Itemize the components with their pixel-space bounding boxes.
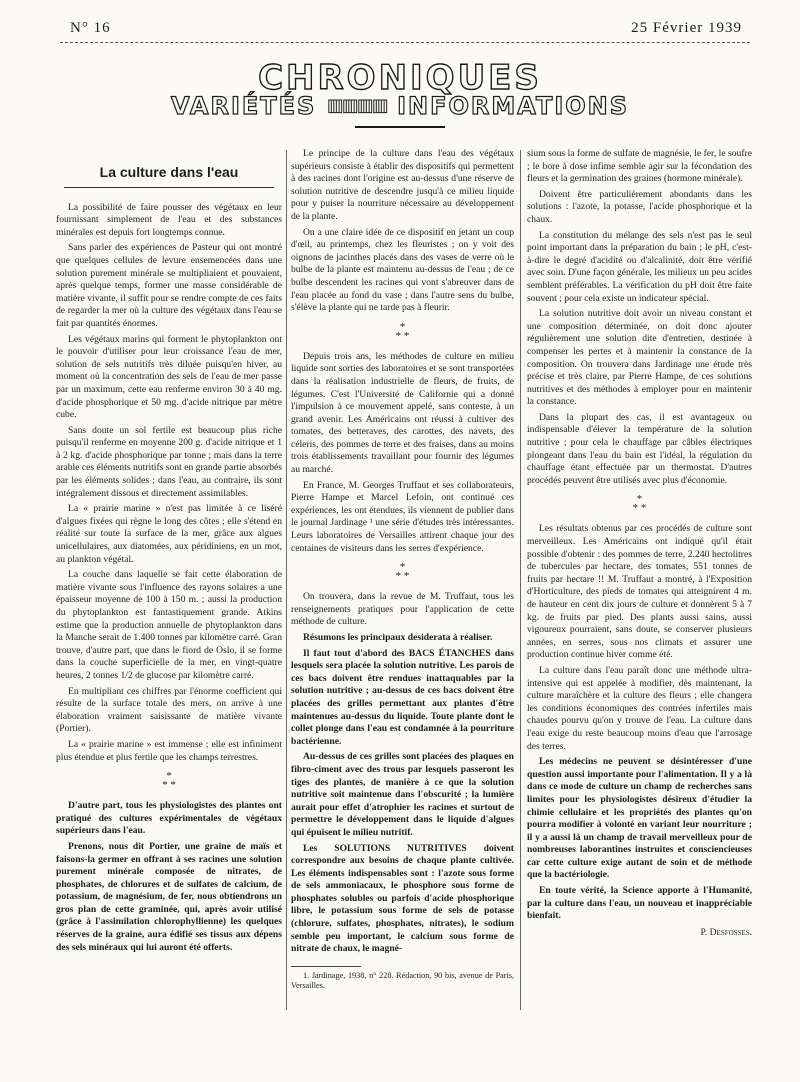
masthead-subtitle xyxy=(0,92,800,120)
article-title-box xyxy=(56,148,282,194)
masthead-left-word: VARIÉTÉS xyxy=(170,92,317,120)
paragraph: La couche dans laquelle se fait cette élaboration de matière vivante sous l'influence des rayons solaires a une épaisseur moyenne de 100 à 150 m. ; aussi la production du phytoplankton est fantastiquement grande. Atkins estime que la production annuelle de phytoplankton dans la Manche serait de 1.400 tonnes par kilomètre carré. Gran trouve, d'autre part, que dans le fiord de Oslo, il se forme dans la couche superficielle de la mer, en vingt-quatre heures, 2 tonnes 1/2 de glucose par kilomètre carré. xyxy=(56,569,282,681)
article-column-1 xyxy=(56,148,282,957)
paragraph: Les végétaux marins qui forment le phytoplankton ont le pouvoir d'utiliser pour leur croissance l'eau de mer, solution de sels nutritifs très diluée puisqu'en hiver, au moment où la concentration des sels de l'eau de mer passe par un maximum, cette eau renferme environ 30 à 40 mg. d'acide phosphorique et 50 mg. d'acide nitrique par mètre cube. xyxy=(56,333,282,421)
paragraph: La solution nutritive doit avoir un niveau constant et une composition déterminée, on doit donc ajouter régulièrement une solution dite d'entretien, destinée à compenser les pertes et à maintenir la constance de la composition. On trouvera dans Jardinage une étude très précise et très claire, par Pierre Hampe, de ces solutions nutritives et des méthodes à employer pour en maintenir la constance. xyxy=(527,308,752,408)
paragraph: La possibilité de faire pousser des végétaux en leur fournissant simplement de l'eau et des substances minérales est depuis fort longtemps connue. xyxy=(56,201,282,238)
paragraph: En France, M. Georges Truffaut et ses collaborateurs, Pierre Hampe et Marcel Lefoin, ont continué ces expériences, les ont étendues, ils viennent de publier dans le journal Jardinage ¹ une série d'études très intéressantes. Leurs laboratoires de Versailles attirent chaque jour des centaines de visiteurs dans les serres d'expérience. xyxy=(291,479,514,554)
paragraph: Au-dessus de ces grilles sont placées des plaques en fibro-ciment avec des trous par lesquels passeront les tiges des plantes, de manière à ce que la solution nutritive soit maintenue dans l'obscurité ; la lumière aurait pour effet d'atrophier les racines et surtout de permettre le développement dans le liquide d'algues qui épuisent le milieu nutritif. xyxy=(291,751,514,838)
paragraph: Prenons, nous dit Portier, une graine de maïs et faisons-la germer en offrant à ses racines une solution purement minérale composée de nitrates, de phosphates, de chlorures et de sulfates de calcium, de potassium, de magnésium, de fer, nous obtiendrons un gros plan de cette graminée, qui, après avoir utilisé (grâce à l'assimilation chlorophyllienne) les quelques réserves de la graine, aura édifié ses tissus aux dépens des sels minéraux qui lui auront été offerts. xyxy=(56,840,282,953)
paragraph: Il faut tout d'abord des BACS ÉTANCHES dans lesquels sera placée la solution nutritive. Les parois de ces bacs doivent être rendues inattaquables par la solution nutritive ; au-dessus de ces bacs doivent être placées des grilles permettant aux plantes d'être maintenues au-dessus du liquide. Toute plante dont le collet plonge dans l'eau est condamnée à la pourriture bactérienne. xyxy=(291,647,514,747)
paragraph: On a une claire idée de ce dispositif en jetant un coup d'œil, au printemps, chez les fleuristes ; on y voit des oignons de jacinthes placés dans des vases de verre où le bulbe de la plante est maintenu au-dessus de l'eau ; de ce bulbe descendent les racines qui vont s'abreuver dans de l'eau placée au fond du vase ; dans l'autre sens du bulbe, s'élève la plante qui ne tarde pas à fleurir. xyxy=(291,226,514,314)
masthead-rule xyxy=(355,126,445,128)
asterism-bottom: * * xyxy=(395,570,410,583)
asterism-top: * xyxy=(636,493,643,506)
paragraph: Les résultats obtenus par ces procédés de culture sont merveilleux. Les Américains ont indiqué qu'il était possible d'obtenir : des pommes de terre, 2.240 hectolitres de tubercules par hectare, des tomates, 551 tonnes de fruits par hectare !! M. Truffaut a montré, à l'Exposition d'Horticulture, des pieds de tomates qui atteignirent 4 m. de hauteur en cent dix jours de culture et donnèrent 5 à 7 kg. de fruits par pied. Des plants aussi sains, aussi vigoureux pourraient, sans doute, se conserver plusieurs années, en serres, sous nos climats et assurer une production continue hiver comme été. xyxy=(527,523,752,661)
section-separator xyxy=(527,495,752,513)
paragraph: Sans doute un sol fertile est beaucoup plus riche puisqu'il renferme en moyenne 200 g. d'acide nitrique et 1 à 2 kg. d'acide phosphorique par tonne ; mais dans la terre arable ces éléments nutritifs sont en grande partie absorbés par les éléments solides ; dans l'eau, au contraire, ils sont intégralement dissous et directement assimilables. xyxy=(56,424,282,499)
section-separator xyxy=(291,320,514,342)
column-divider xyxy=(286,150,287,1010)
paragraph: La culture dans l'eau paraît donc une méthode ultra-intensive qui est appelée à modifier, dès maintenant, la culture maraîchère et la culture des fleurs ; elle changera les conditions économiques des contrées infertiles mais chaudes pourvu qu'on y trouve de l'eau. La culture dans l'eau exige du reste beaucoup moins d'eau que l'arrosage des terres. xyxy=(527,664,752,752)
asterism-top: * xyxy=(166,770,172,783)
asterism-bottom: * * xyxy=(632,502,647,515)
asterism-bottom: * * xyxy=(395,329,410,342)
section-separator xyxy=(56,772,282,790)
paragraph: En toute vérité, la Science apporte à l'Humanité, par la culture dans l'eau, un nouveau et inappréciable bienfait. xyxy=(527,885,752,922)
paragraph: sium sous la forme de sulfate de magnésie, le fer, le soufre ; le bore à dose infime semble agir sur la fécondation des fleurs et la germination des graines (hormone minérale). xyxy=(527,148,752,185)
issue-date: 25 Février 1939 xyxy=(631,20,742,36)
paragraph: Résumons les principaux desiderata à réaliser. xyxy=(303,632,493,643)
author-signature: P. Desfosses. xyxy=(700,926,752,938)
paragraph: Doivent être particulièrement abondants dans les solutions : l'azote, la potasse, l'acide phosphorique et la chaux. xyxy=(527,188,752,225)
paragraph: La constitution du mélange des sels n'est pas le seul point important dans la préparation du bain ; le pH, c'est-à-dire le degré d'acidité ou d'alcalinité, doit être vérifié avec soin. D'une façon générale, les milieux un peu acides semblent préférables. La vérification du pH doit être faite souvent ; pour cela existe un indicateur spécial. xyxy=(527,229,752,304)
article-column-3 xyxy=(527,148,752,939)
title-rule xyxy=(64,187,274,188)
masthead-right-word: INFORMATIONS xyxy=(397,92,630,120)
asterism-top: * xyxy=(399,320,406,333)
paragraph: Les SOLUTIONS NUTRITIVES doivent correspondre aux besoins de chaque plante cultivée. Les éléments indispensables sont : l'azote sous forme de sels ammoniacaux, le phosphore sous forme de phosphates solubles ou parfois d'acide phosphorique libre, le potassium sous forme de sels de potasse (chlorure, sulfates, phosphates, nitrates), le sodium semble peu important, le calcium sous forme de nitrate de chaux, le magné- xyxy=(291,842,514,955)
section-separator xyxy=(291,563,514,581)
footnote-rule xyxy=(291,966,361,967)
paragraph: Les médecins ne peuvent se désintéresser d'une question aussi importante pour l'alimentation. Il y a là dans ce mode de culture un champ de recherches sans limites pour les physiologistes désireux d'étudier la chimie cellulaire et les propriétés des plantes qu'on pourra modifier à volonté en variant leur nourriture ; il y a aussi là un champ de travail merveilleux pour de nombreuses laborantines instruites et consciencieuses car cette culture exige autant de soin et de méthode que la bactériologie. xyxy=(527,756,752,881)
masthead-title: CHRONIQUES xyxy=(258,58,542,98)
masthead-ornament-icon: ▥▥▥▥ xyxy=(326,95,387,116)
paragraph: Depuis trois ans, les méthodes de culture en milieu liquide sont sorties des laboratoires et se sont transportées dans la réalisation industrielle de fleurs, de fruits, de légumes. C'est l'Université de Californie qui a donné l'impulsion à ce mouvement appelé, sans conteste, à un grand avenir. Les Américains ont réussi à cultiver des tomates, des betteraves, des carottes, des navets, des céleris, des pommes de terre et des fraises, dans au moins trois établissements travaillant pour fournir des légumes au marché. xyxy=(291,350,514,476)
paragraph: D'autre part, tous les physiologistes des plantes ont pratiqué des cultures expérimentales de végétaux supérieurs dans l'eau. xyxy=(56,800,282,837)
paragraph: La « prairie marine » est immense ; elle est infiniment plus étendue et plus fertile que les champs terrestres. xyxy=(56,738,282,763)
paragraph: Sans parler des expériences de Pasteur qui ont montré que quelques cellules de levure ensemencées dans une solution purement minérale se multipliaient et pouvaient, après quelque temps, former une masse considérable de matière vivante, il suffit pour se rendre compte de ces faits de regarder la mer où la culture des végétaux dans l'eau se fait par quantités énormes. xyxy=(56,242,282,329)
paragraph: En multipliant ces chiffres par l'énorme coefficient qui résulte de la surface totale des mers, on arrive à une élaboration vraiment saisissante de matière vivante (Portier). xyxy=(56,685,282,735)
paragraph: On trouvera, dans la revue de M. Truffaut, tous les renseignements pratiques pour l'application de cette méthode de culture. xyxy=(291,591,514,628)
asterism-top: * xyxy=(399,561,406,574)
issue-number: N° 16 xyxy=(70,20,111,36)
footnote: 1. Jardinage, 1938, n° 228. Rédaction, 90 bis, avenue de Paris, Versailles. xyxy=(291,970,514,990)
article-title: La culture dans l'eau xyxy=(99,164,239,180)
paragraph: Le principe de la culture dans l'eau des végétaux supérieurs consiste à établir des dispositifs qui permettent à des racines dont l'origine est au-dessus d'une réserve de solution nutritive de descendre jusqu'à ce milieu liquide pour y puiser la nourriture nécessaire au développement de la plante. xyxy=(291,148,514,222)
header-divider xyxy=(60,42,750,43)
paragraph: Dans la plupart des cas, il est avantageux ou indispensable d'élever la température de la solution nutritive ; pour cela le chauffage par câbles électriques plongeant dans l'eau du bain est l'idéal, la régulation du chauffage étant effectuée par un thermostat. D'autres procédés peuvent être utilisés avec plus d'économie. xyxy=(527,411,752,486)
article-column-2 xyxy=(291,148,514,994)
paragraph: La « prairie marine » n'est pas limitée à ce liséré d'algues fixées qui règne le long des côtes ; elle s'étend en réalité sur toute la surface de la mer, grâce aux algues unicellulaires, aux diatomées, aux péridiniens, en un mot, au plankton végétal. xyxy=(56,503,282,565)
column-divider xyxy=(520,150,521,1010)
asterism-bottom: * * xyxy=(162,779,176,792)
